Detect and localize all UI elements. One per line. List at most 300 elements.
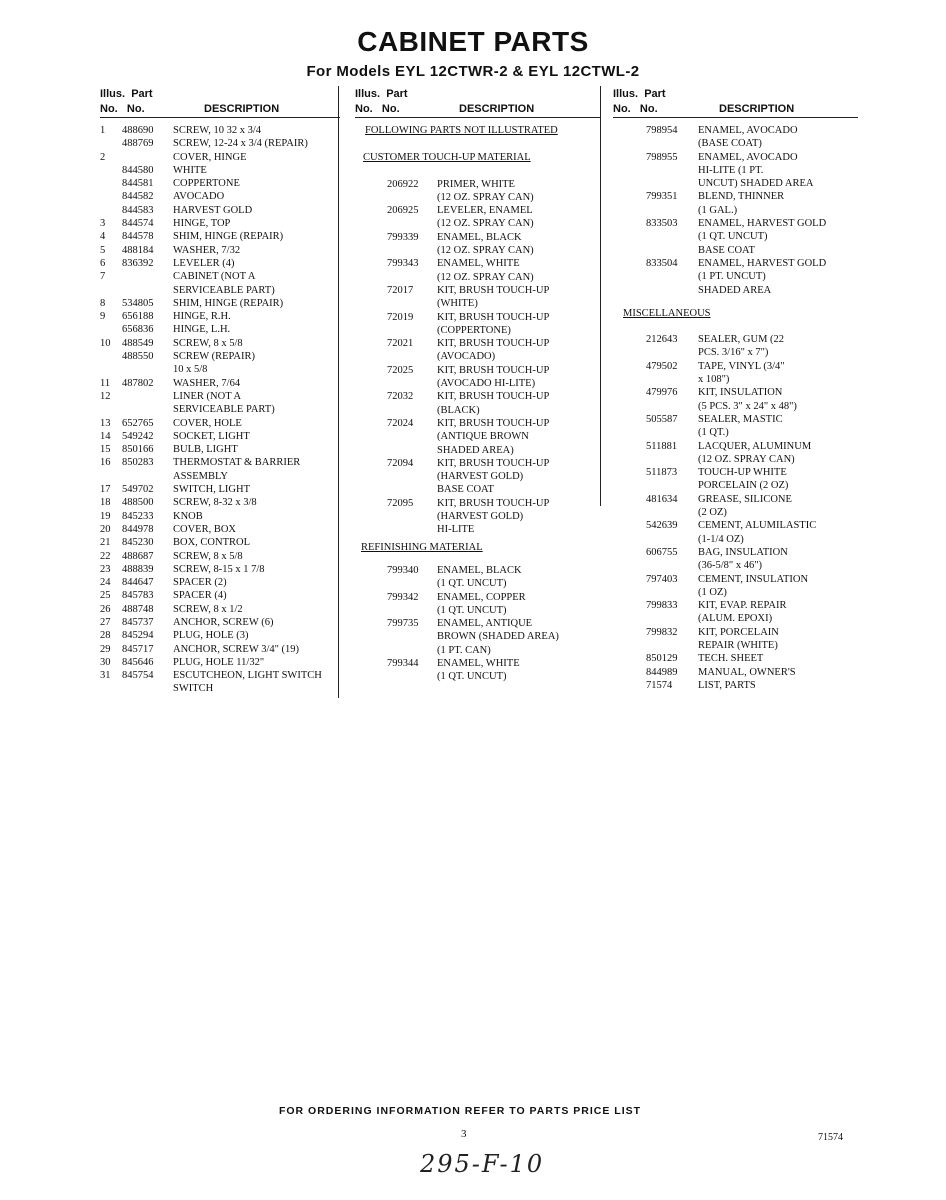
list-item: [613, 479, 858, 492]
part-description: (ANTIQUE BROWN: [437, 431, 529, 443]
list-item: [100, 669, 340, 682]
part-number: 488748: [122, 603, 154, 615]
illus-number: 3: [100, 218, 106, 230]
part-description: (1 QT. UNCUT): [437, 578, 507, 590]
list-item: [613, 612, 858, 625]
part-description: SPACER (4): [173, 590, 227, 602]
part-description: KIT, BRUSH TOUCH-UP: [437, 417, 550, 429]
part-description: ESCUTCHEON, LIGHT SWITCH: [173, 670, 322, 682]
part-description: 10 x 5/8: [173, 364, 208, 376]
part-description: THERMOSTAT & BARRIER: [173, 457, 301, 469]
part-description: COVER, HINGE: [173, 151, 247, 163]
list-item: [100, 456, 340, 469]
part-description: WASHER, 7/32: [173, 244, 241, 256]
part-number: 656836: [122, 324, 154, 336]
list-item: [613, 519, 858, 532]
list-item: [613, 506, 858, 519]
part-number: 845783: [122, 590, 154, 602]
part-description: KIT, INSULATION: [698, 387, 783, 399]
list-item: [613, 573, 858, 586]
part-number: 72025: [387, 364, 414, 376]
part-description: WASHER, 7/64: [173, 377, 241, 389]
list-item: [355, 617, 600, 630]
part-number: 844583: [122, 204, 154, 216]
part-description: SWITCH, LIGHT: [173, 484, 250, 496]
part-number: 844581: [122, 178, 154, 190]
part-description: BLEND, THINNER: [698, 191, 785, 203]
part-description: BULB, LIGHT: [173, 444, 238, 456]
part-number: 212643: [646, 334, 678, 346]
list-item: [355, 657, 600, 670]
illus-number: 15: [100, 444, 111, 456]
part-number: 845233: [122, 510, 154, 522]
part-description: MANUAL, OWNER'S: [698, 666, 796, 678]
part-number: 511873: [646, 467, 678, 479]
list-item: [100, 217, 340, 230]
part-description: KIT, BRUSH TOUCH-UP: [437, 497, 550, 509]
list-item: [613, 639, 858, 652]
list-item: [100, 377, 340, 390]
part-description: LACQUER, ALUMINUM: [698, 440, 812, 452]
list-item: [100, 603, 340, 616]
part-number: 799339: [387, 231, 419, 243]
list-item: [355, 284, 600, 297]
part-number: 850283: [122, 457, 154, 469]
handwritten-note: 295-F-10: [420, 1150, 545, 1178]
illus-number: 27: [100, 616, 111, 628]
part-description: PCS. 3/16" x 7"): [698, 347, 769, 359]
list-item: [613, 346, 858, 359]
illus-number: 21: [100, 537, 111, 549]
part-number: 549702: [122, 484, 154, 496]
part-description: (1 PT. CAN): [437, 644, 491, 656]
list-item: [100, 124, 340, 137]
list-item: [613, 217, 858, 230]
part-number: 844574: [122, 218, 154, 230]
part-description: BASE COAT: [698, 244, 755, 256]
part-description: KIT, EVAP. REPAIR: [698, 600, 787, 612]
list-item: [355, 390, 600, 403]
illus-number: 22: [100, 550, 111, 562]
list-item: [613, 257, 858, 270]
illus-number: 23: [100, 563, 111, 575]
part-description: (12 OZ. SPRAY CAN): [437, 245, 534, 257]
part-description: TOUCH-UP WHITE: [698, 467, 787, 479]
part-number: 844647: [122, 577, 154, 589]
list-item: [100, 284, 340, 297]
list-item: [100, 576, 340, 589]
part-description: ENAMEL, BLACK: [437, 231, 522, 243]
part-number: 799342: [387, 591, 419, 603]
header-illus-part-label: Illus. Part: [613, 88, 666, 100]
part-description: SEALER, GUM (22: [698, 334, 785, 346]
list-item: [613, 413, 858, 426]
part-description: (HARVEST GOLD): [437, 471, 524, 483]
part-number: 72024: [387, 417, 414, 429]
list-item: [355, 337, 600, 350]
part-description: ENAMEL, BLACK: [437, 564, 522, 576]
part-description: KIT, BRUSH TOUCH-UP: [437, 457, 550, 469]
list-item: [613, 333, 858, 346]
part-number: 606755: [646, 546, 678, 558]
part-description: SCREW, 8-15 x 1 7/8: [173, 563, 265, 575]
list-item: [355, 577, 600, 590]
part-number: 488549: [122, 337, 154, 349]
part-description: (1 OZ): [698, 586, 727, 598]
section-heading: MISCELLANEOUS: [623, 307, 711, 319]
part-description: REPAIR (WHITE): [698, 639, 778, 651]
list-item: [100, 270, 340, 283]
illus-number: 26: [100, 603, 111, 615]
part-number: 656188: [122, 311, 154, 323]
part-number: 206925: [387, 205, 419, 217]
list-item: [100, 297, 340, 310]
part-number: 652765: [122, 417, 154, 429]
part-description: CEMENT, INSULATION: [698, 573, 809, 585]
list-item: [100, 244, 340, 257]
list-item: [100, 443, 340, 456]
illus-number: 30: [100, 656, 111, 668]
part-number: 845754: [122, 670, 154, 682]
parts-column-1: [100, 86, 340, 696]
part-number: 71574: [646, 679, 673, 691]
part-description: BROWN (SHADED AREA): [437, 631, 559, 643]
illus-number: 18: [100, 497, 111, 509]
list-item: [100, 164, 340, 177]
list-item: [355, 430, 600, 443]
part-description: LEVELER (4): [173, 257, 235, 269]
list-item: [355, 483, 600, 496]
part-description: PRIMER, WHITE: [437, 178, 515, 190]
illus-number: 29: [100, 643, 111, 655]
list-item: [613, 559, 858, 572]
part-description: SCREW, 12-24 x 3/4 (REPAIR): [173, 138, 308, 150]
part-description: BOX, CONTROL: [173, 537, 251, 549]
list-item: [613, 190, 858, 203]
list-item: [100, 470, 340, 483]
list-item: [613, 599, 858, 612]
part-description: KNOB: [173, 510, 203, 522]
part-description: COVER, BOX: [173, 523, 237, 535]
part-description: (ALUM. EPOXI): [698, 613, 773, 625]
column-header: [100, 86, 340, 118]
part-number: 488690: [122, 125, 154, 136]
list-item: [100, 483, 340, 496]
part-description: KIT, BRUSH TOUCH-UP: [437, 391, 550, 403]
list-item: [100, 656, 340, 669]
part-description: ENAMEL, HARVEST GOLD: [698, 218, 827, 230]
list-item: [355, 417, 600, 430]
part-description: PORCELAIN (2 OZ): [698, 480, 789, 492]
list-item: [613, 270, 858, 283]
list-item: [100, 310, 340, 323]
list-item: [100, 643, 340, 656]
part-description: SOCKET, LIGHT: [173, 430, 250, 442]
part-number: 481634: [646, 493, 678, 505]
part-description: HINGE, R.H.: [173, 311, 231, 323]
part-number: 549242: [122, 430, 154, 442]
part-description: (1 GAL.): [698, 204, 738, 216]
list-item: [613, 626, 858, 639]
part-description: KIT, PORCELAIN: [698, 626, 779, 638]
part-description: ENAMEL, AVOCADO: [698, 125, 798, 136]
list-item: [355, 350, 600, 363]
part-number: 799735: [387, 618, 419, 630]
part-description: KIT, BRUSH TOUCH-UP: [437, 284, 550, 296]
column-header: [613, 86, 858, 118]
document-number: 71574: [818, 1132, 843, 1143]
part-description: GREASE, SILICONE: [698, 493, 792, 505]
part-description: ENAMEL, HARVEST GOLD: [698, 257, 827, 269]
column-divider: [338, 86, 339, 698]
illus-number: 6: [100, 257, 106, 269]
part-number: 505587: [646, 413, 678, 425]
list-item: [100, 430, 340, 443]
list-item: [355, 604, 600, 617]
list-item: [355, 204, 600, 217]
part-number: 72094: [387, 457, 414, 469]
list-item: [613, 586, 858, 599]
page-number: 3: [461, 1128, 467, 1140]
illus-number: 17: [100, 484, 111, 496]
part-description: SCREW, 8 x 5/8: [173, 550, 243, 562]
list-item: [355, 377, 600, 390]
list-item: [355, 257, 600, 270]
list-item: [613, 493, 858, 506]
part-description: SWITCH: [173, 683, 214, 695]
part-description: (WHITE): [437, 298, 478, 310]
list-item: [100, 629, 340, 642]
part-description: (1-1/4 OZ): [698, 533, 744, 545]
list-item: [355, 591, 600, 604]
header-no-label: No. No.: [100, 103, 145, 115]
list-item: [100, 536, 340, 549]
list-item: [100, 151, 340, 164]
list-item: [613, 124, 858, 137]
part-description: HINGE, TOP: [173, 218, 231, 230]
illus-number: 14: [100, 430, 111, 442]
list-item: [100, 230, 340, 243]
illus-number: 19: [100, 510, 111, 522]
header-rule: [613, 117, 858, 118]
part-description: (BLACK): [437, 404, 480, 416]
part-number: 488184: [122, 244, 154, 256]
list-item: [100, 390, 340, 403]
header-description: DESCRIPTION: [719, 103, 795, 115]
list-item: [100, 177, 340, 190]
header-illus-part-label: Illus. Part: [355, 88, 408, 100]
part-description: CEMENT, ALUMILASTIC: [698, 520, 817, 532]
parts-list: [100, 124, 340, 696]
part-number: 845230: [122, 537, 154, 549]
part-description: TAPE, VINYL (3/4": [698, 360, 785, 372]
part-description: KIT, BRUSH TOUCH-UP: [437, 338, 550, 350]
list-item: [613, 360, 858, 373]
list-item: [355, 217, 600, 230]
part-description: AVOCADO: [173, 191, 225, 203]
list-item: [100, 190, 340, 203]
list-item: [613, 666, 858, 679]
column-header: [355, 86, 600, 118]
part-description: (1 QT. UNCUT): [437, 671, 507, 683]
list-item: [355, 271, 600, 284]
header-description: DESCRIPTION: [459, 103, 535, 115]
list-item: [100, 417, 340, 430]
list-item: [613, 244, 858, 257]
list-item: [355, 457, 600, 470]
list-item: [355, 324, 600, 337]
part-description: (5 PCS. 3" x 24" x 48"): [698, 400, 797, 412]
part-description: UNCUT) SHADED AREA: [698, 178, 814, 190]
part-description: CABINET (NOT A: [173, 271, 256, 283]
part-description: ENAMEL, WHITE: [437, 258, 520, 270]
list-item: [100, 563, 340, 576]
list-item: [100, 137, 340, 150]
part-description: (12 OZ. SPRAY CAN): [437, 191, 534, 203]
list-item: [100, 496, 340, 509]
part-description: (1 QT. UNCUT): [437, 604, 507, 616]
header-no-label: No. No.: [355, 103, 400, 115]
header-description: DESCRIPTION: [204, 103, 280, 115]
header-rule: [100, 117, 340, 118]
part-description: SHADED AREA): [437, 444, 514, 456]
part-number: 72095: [387, 497, 414, 509]
part-number: 845646: [122, 656, 154, 668]
illus-number: 13: [100, 417, 111, 429]
part-number: 845737: [122, 616, 154, 628]
part-description: (2 OZ): [698, 507, 727, 519]
section-heading: REFINISHING MATERIAL: [361, 541, 483, 553]
list-item: [613, 164, 858, 177]
part-number: 845294: [122, 630, 154, 642]
part-number: 799351: [646, 191, 678, 203]
part-number: 487802: [122, 377, 154, 389]
part-description: SERVICEABLE PART): [173, 404, 275, 416]
part-number: 72019: [387, 311, 414, 323]
part-description: SCREW, 8 x 5/8: [173, 337, 243, 349]
part-description: (COPPERTONE): [437, 324, 511, 336]
list-item: [613, 386, 858, 399]
part-description: SERVICEABLE PART): [173, 284, 275, 296]
part-number: 799833: [646, 600, 678, 612]
illus-number: 28: [100, 630, 111, 642]
part-description: HARVEST GOLD: [173, 204, 253, 216]
part-number: 488769: [122, 138, 154, 150]
list-item: [613, 204, 858, 217]
list-item: [355, 523, 600, 536]
list-item: [100, 350, 340, 363]
part-number: 799343: [387, 258, 419, 270]
part-number: 542639: [646, 520, 678, 532]
part-description: TECH. SHEET: [698, 653, 764, 665]
part-number: 845717: [122, 643, 154, 655]
part-description: COPPERTONE: [173, 178, 240, 190]
header-illus-part-label: Illus. Part: [100, 88, 153, 100]
illus-number: 12: [100, 390, 111, 402]
part-description: (AVOCADO): [437, 351, 496, 363]
illus-number: 1: [100, 125, 106, 136]
part-description: LINER (NOT A: [173, 390, 242, 402]
list-item: [100, 682, 340, 695]
list-item: [613, 177, 858, 190]
part-number: 479502: [646, 360, 678, 372]
illus-number: 31: [100, 670, 111, 682]
part-description: (BASE COAT): [698, 138, 762, 150]
illus-number: 10: [100, 337, 111, 349]
part-number: 833503: [646, 218, 678, 230]
part-number: 72017: [387, 284, 414, 296]
part-number: 72021: [387, 338, 414, 350]
part-number: 488550: [122, 351, 154, 363]
list-item: [613, 533, 858, 546]
illus-number: 5: [100, 244, 106, 256]
list-item: [100, 550, 340, 563]
part-number: 844978: [122, 523, 154, 535]
part-number: 836392: [122, 257, 154, 269]
part-description: SCREW, 10 32 x 3/4: [173, 125, 261, 136]
list-item: [613, 466, 858, 479]
list-item: [355, 510, 600, 523]
part-description: ANCHOR, SCREW 3/4" (19): [173, 643, 300, 655]
parts-list: [613, 124, 858, 692]
list-item: [355, 630, 600, 643]
header-rule: [355, 117, 600, 118]
list-item: [355, 244, 600, 257]
list-item: [355, 191, 600, 204]
list-item: [100, 589, 340, 602]
part-description: COVER, HOLE: [173, 417, 242, 429]
part-description: PLUG, HOLE (3): [173, 630, 249, 642]
part-description: HI-LITE (1 PT.: [698, 164, 764, 176]
part-description: (1 QT. UNCUT): [698, 231, 768, 243]
part-description: HI-LITE: [437, 524, 475, 536]
part-description: ENAMEL, ANTIQUE: [437, 618, 533, 630]
list-item: [355, 444, 600, 457]
parts-column-3: [613, 86, 858, 692]
list-item: [100, 510, 340, 523]
page-subtitle: For Models EYL 12CTWR-2 & EYL 12CTWL-2: [306, 63, 640, 80]
part-description: SEALER, MASTIC: [698, 413, 783, 425]
part-description: (12 OZ. SPRAY CAN): [698, 453, 795, 465]
part-description: SHIM, HINGE (REPAIR): [173, 297, 284, 309]
list-item: [355, 178, 600, 191]
part-number: 799340: [387, 564, 419, 576]
part-number: 798954: [646, 125, 678, 136]
illus-number: 4: [100, 231, 106, 243]
list-item: [613, 230, 858, 243]
part-description: (HARVEST GOLD): [437, 511, 524, 523]
part-number: 844578: [122, 231, 154, 243]
parts-column-2: [355, 86, 600, 684]
part-number: 798955: [646, 151, 678, 163]
list-item: [100, 337, 340, 350]
list-item: [100, 323, 340, 336]
header-no-label: No. No.: [613, 103, 658, 115]
part-number: 511881: [646, 440, 678, 452]
illus-number: 7: [100, 271, 106, 283]
list-item: [613, 151, 858, 164]
section-heading: FOLLOWING PARTS NOT ILLUSTRATED: [365, 125, 558, 136]
part-number: 844580: [122, 164, 154, 176]
part-description: LEVELER, ENAMEL: [437, 205, 533, 217]
list-item: [355, 404, 600, 417]
list-item: [355, 497, 600, 510]
list-item: [613, 652, 858, 665]
list-item: [355, 364, 600, 377]
list-item: [613, 400, 858, 413]
part-number: 479976: [646, 387, 678, 399]
list-item: [355, 231, 600, 244]
